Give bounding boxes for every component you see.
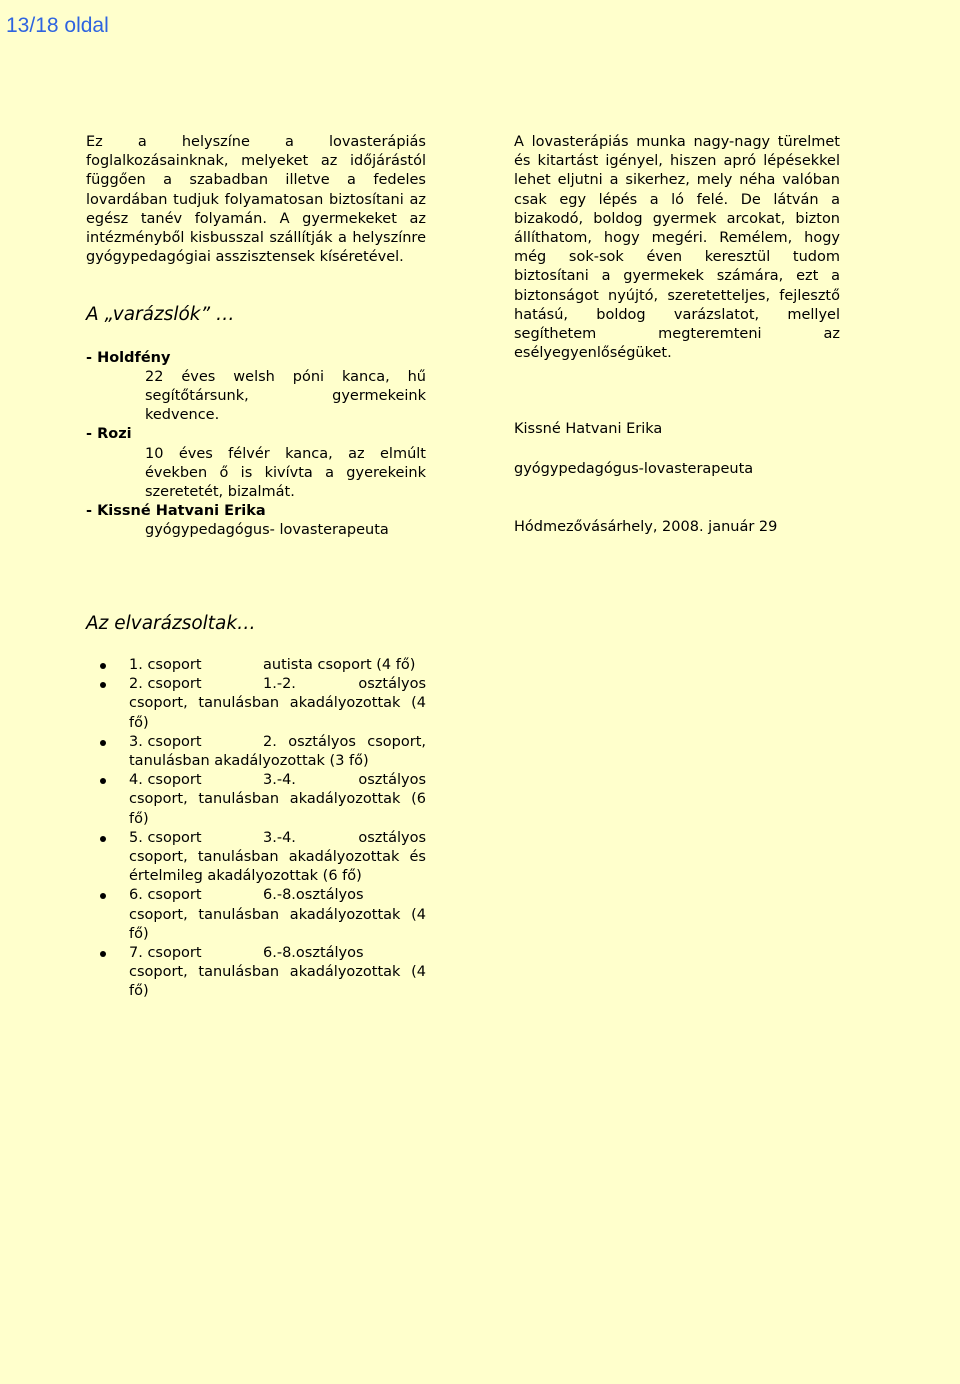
horse-description: 10 éves félvér kanca, az elmúlt években ő is kivívta a gyerekeink szeretetét, bizalmát. (145, 445, 426, 501)
group-number: 2. csoport (129, 676, 202, 693)
horse-description: 22 éves welsh póni kanca, hű segítőtársunk, gyermekeink kedvence. (145, 368, 426, 424)
group-number: 4. csoport (129, 772, 202, 789)
group-description: 3.-4. osztályos csoport, tanulásban akadályozottak és értelmileg akadályozottak (6 fő) (129, 829, 426, 885)
list-item (86, 944, 426, 1002)
groups-heading: Az elvarázsoltak… (86, 613, 256, 634)
signature-name: Kissné Hatvani Erika (514, 421, 663, 438)
list-item (86, 733, 426, 771)
group-description: 3.-4. osztályos csoport, tanulásban akadályozottak (6 fő) (129, 772, 426, 827)
place-date: Hódmezővásárhely, 2008. január 29 (514, 518, 778, 535)
intro-paragraph: Ez a helyszíne a lovasterápiás foglalkozásainknak, melyeket az időjárástól függően a szabadban illetve a fedeles lovardában tudjuk folyamatosan biztosítani az egész tanév folyamán. A gyermekeket az intézményből kisbusszal szállítják a helyszínre gyógypedagógiai asszisztensek kíséretével. (86, 134, 426, 266)
group-description: 6.-8.osztályos csoport, tanulásban akadályozottak (4 fő) (129, 945, 426, 1000)
list-item (86, 829, 426, 887)
groups-list (86, 656, 426, 1002)
group-number: 6. csoport (129, 887, 202, 904)
section-heading-wizards: A „varázslók” … (86, 304, 235, 326)
list-item (86, 656, 426, 675)
group-description: 1.-2. osztályos csoport, tanulásban akadályozottak (4 fő) (129, 676, 426, 731)
horse-name: - Rozi (86, 426, 132, 443)
list-item (86, 771, 426, 829)
closing-paragraph: A lovasterápiás munka nagy-nagy türelmet és kitartást igényel, hiszen apró lépésekkel lehet eljutni a sikerhez, mely néha valóban csak egy lépés a ló felé. De látván a bizakodó, boldog gyermek arcokat, bizton állíthatom, hogy megéri. Remélem, hogy még sok-sok éven keresztül tudom biztosítani a gyermekek számára, ezt a biztonságot nyújtó, szeretetteljes, fejlesztő hatású, boldog varázslatot, mellyel segíthetem megteremteni az esélyegyenlőségüket. (514, 134, 840, 362)
right-column (514, 133, 840, 537)
group-description: 6.-8.osztályos csoport, tanulásban akadályozottak (4 fő) (129, 887, 426, 942)
group-number: 7. csoport (129, 945, 202, 962)
left-column (86, 133, 426, 541)
signature-title: gyógypedagógus-lovasterapeuta (514, 460, 754, 477)
page-indicator: 13/18 oldal (6, 14, 109, 37)
group-number: 3. csoport (129, 733, 202, 750)
group-number: 5. csoport (129, 829, 202, 846)
list-item (86, 886, 426, 944)
group-description: 2. osztályos csoport, tanulásban akadályozottak (3 fő) (129, 733, 426, 770)
horse-name: - Holdfény (86, 349, 171, 366)
therapist-title: gyógypedagógus- lovasterapeuta (145, 522, 389, 539)
group-description: autista csoport (4 fő) (263, 657, 416, 673)
group-number: 1. csoport (129, 657, 202, 673)
horse-list (86, 349, 426, 541)
therapist-name: - Kissné Hatvani Erika (86, 503, 266, 520)
list-item (86, 675, 426, 733)
